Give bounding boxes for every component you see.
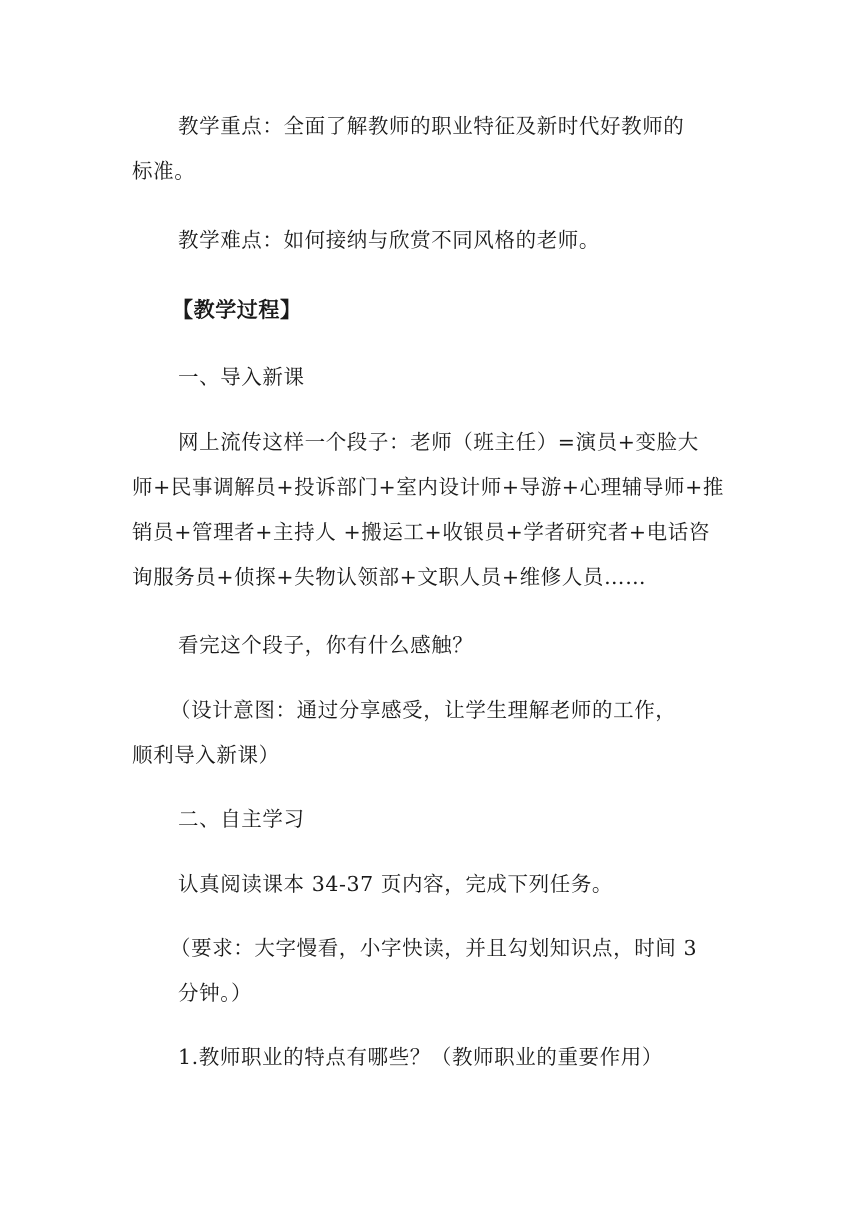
intro-line-2: 师+民事调解员+投诉部门+室内设计师+导游+心理辅导师+推 [132,475,724,499]
intro-line-4: 询服务员+侦探+失物认领部+文职人员+维修人员…… [132,565,647,589]
question-text: 看完这个段子，你有什么感触？ [178,633,474,657]
teaching-process-heading [172,288,732,333]
reading-task-text: 认真阅读课本 34-37 页内容，完成下列任务。 [178,872,614,896]
task-1-text: 1.教师职业的特点有哪些？（教师职业的重要作用） [178,1045,663,1069]
intro-line-1: 网上流传这样一个段子：老师（班主任）=演员+变脸大 [178,430,699,454]
teaching-process-heading-text: 【教学过程】 [172,298,302,322]
teaching-focus-line-2: 标准。 [132,159,196,183]
design-intent-paragraph [132,688,730,778]
section-1-heading [178,355,738,400]
reading-task-paragraph [178,862,738,907]
teaching-focus-paragraph [132,104,738,194]
section-2-heading-text: 二、自主学习 [178,807,305,831]
intro-paragraph [132,420,738,600]
teaching-difficulty-line-1: 教学难点：如何接纳与欣赏不同风格的老师。 [178,228,600,252]
teaching-difficulty-paragraph [178,218,738,263]
section-1-heading-text: 一、导入新课 [178,365,305,389]
task-1-paragraph [178,1035,738,1080]
design-intent-line-1: （设计意图：通过分享感受，让学生理解老师的工作， [170,698,677,722]
teaching-focus-line-1: 教学重点：全面了解教师的职业特征及新时代好教师的 [178,114,685,138]
requirement-paragraph [170,926,730,1016]
requirement-line-1: （要求：大字慢看，小字快读，并且勾划知识点，时间 3 [170,936,698,960]
requirement-line-2: 分钟。） [178,981,253,1005]
design-intent-line-2: 顺利导入新课） [132,743,280,767]
intro-line-3: 销员+管理者+主持人 +搬运工+收银员+学者研究者+电话咨 [132,520,710,544]
section-2-heading [178,797,738,842]
question-paragraph [178,623,738,668]
